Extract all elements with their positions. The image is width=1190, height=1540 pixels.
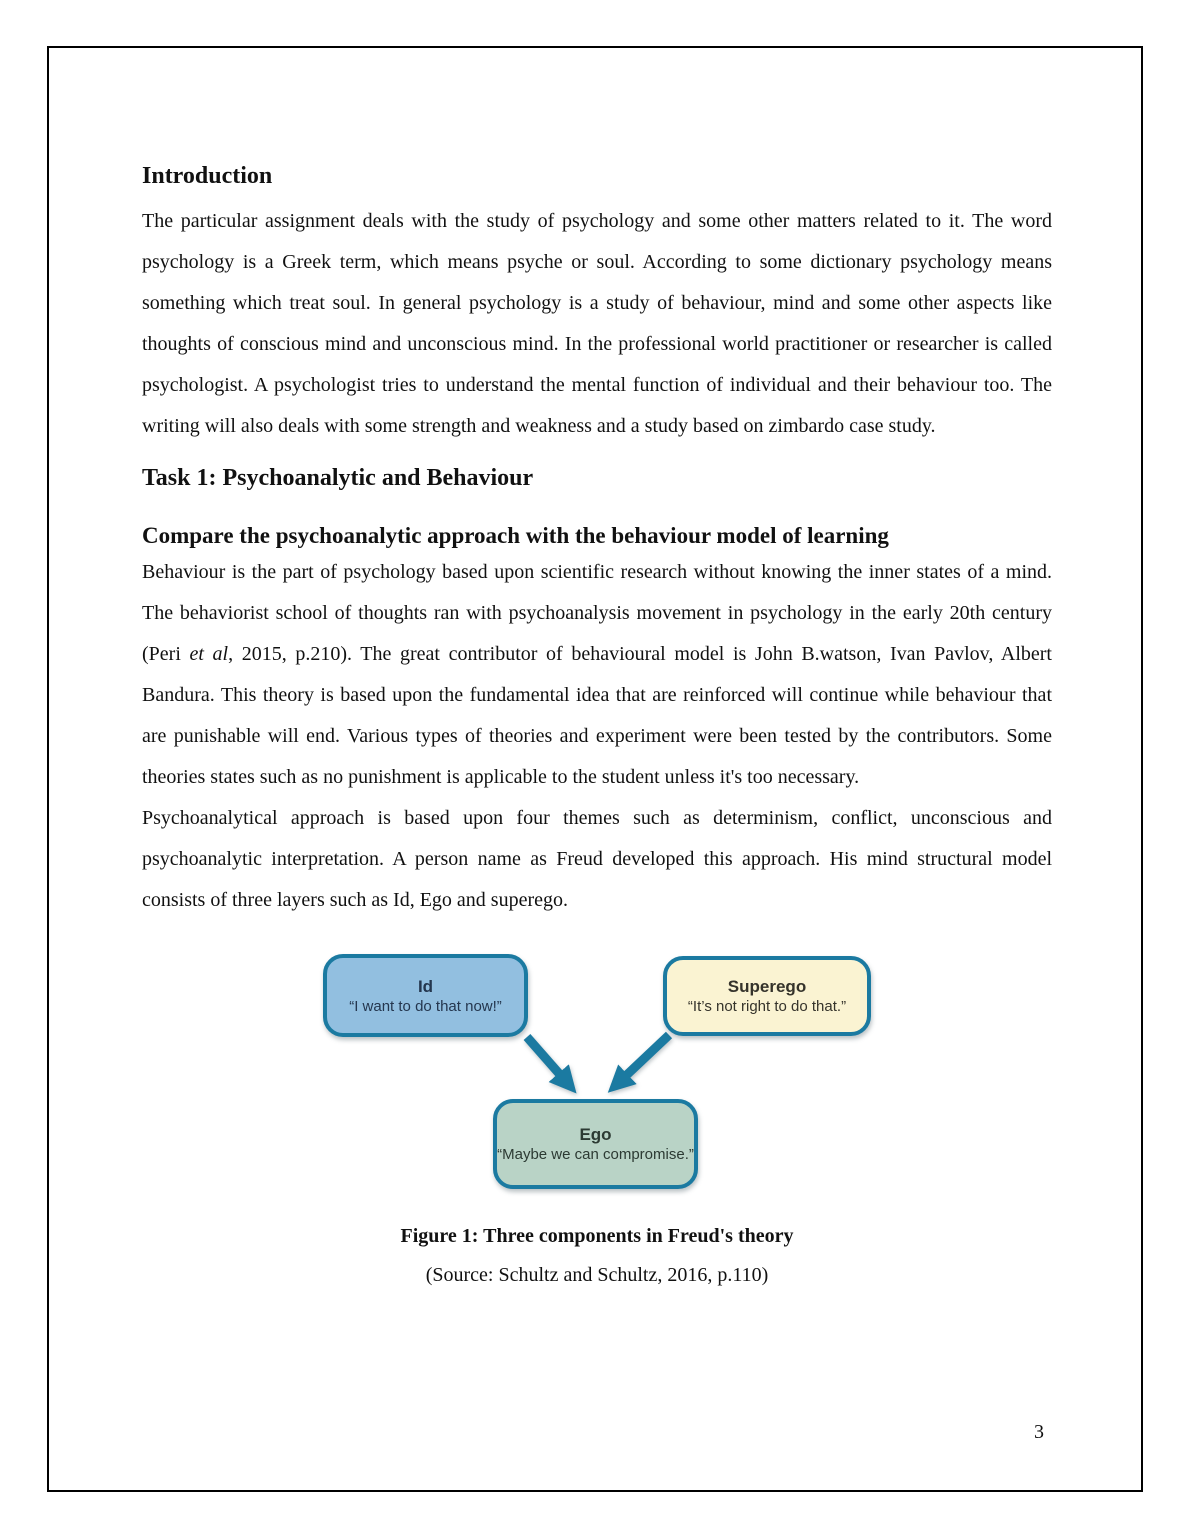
task1-heading: Task 1: Psychoanalytic and Behaviour [142,465,534,491]
id-box [323,954,528,1037]
task1-paragraph-1-part1: Behaviour is the part of psychology based upon scientific research without knowing the inner states of a mind. The behaviorist school of thoughts ran with psychoanalysis movement in psychology in the early 20th century (Peri [142,561,1052,665]
figure-source: (Source: Schultz and Schultz, 2016, p.110) [425,1264,769,1286]
ego-box-quote: “Maybe we can compromise.” [497,1146,694,1163]
figure-caption: Figure 1: Three components in Freud's theory [400,1225,794,1247]
id-box-quote: “I want to do that now!” [349,997,502,1015]
page-border [47,46,1143,1492]
page-content [142,161,1052,1287]
superego-box [663,956,871,1036]
superego-box-title: Superego [727,977,807,996]
id-box-title: Id [417,976,434,996]
arrow-id-to-ego [527,1037,570,1086]
ego-box-title: Ego [579,1125,612,1144]
superego-box-quote: “It’s not right to do that.” [687,998,847,1015]
ego-box [493,1099,698,1189]
freud-diagram [302,947,892,1199]
introduction-heading: Introduction [142,163,273,189]
task1-paragraph-1-part2: , 2015, p.210). The great contributor of behavioural model is John B.watson, Ivan Pavlov, Albert Bandura. This theory is based upon the fundamental idea that are reinforced will continue while behaviour that are punishable will end. Various types of theories and experiment were been tested by the contributors. Some theories states such as no punishment is applicable to the student unless it's too necessary. [142,643,1052,788]
page-number: 3 [1034,1421,1044,1443]
task1-paragraph-1-citation-italic: et al [189,643,229,665]
task1-paragraph-2: Psychoanalytical approach is based upon four themes such as determinism, conflict, unconscious and psychoanalytic interpretation. A person name as Freud developed this approach. His mind structural model consists of three layers such as Id, Ego and superego. [142,807,1052,911]
arrow-superego-to-ego [615,1035,669,1086]
introduction-paragraph: The particular assignment deals with the study of psychology and some other matters related to it. The word psychology is a Greek term, which means psyche or soul. According to some dictionary psychology means something which treat soul. In general psychology is a study of behaviour, mind and some other aspects like thoughts of conscious mind and unconscious mind. In the professional world practitioner or researcher is called psychologist. A psychologist tries to understand the mental function of individual and their behaviour too. The writing will also deals with some strength and weakness and a study based on zimbardo case study. [142,210,1052,437]
task1-subheading: Compare the psychoanalytic approach with the behaviour model of learning [142,523,889,548]
task1-paragraph-1 [142,552,1052,798]
